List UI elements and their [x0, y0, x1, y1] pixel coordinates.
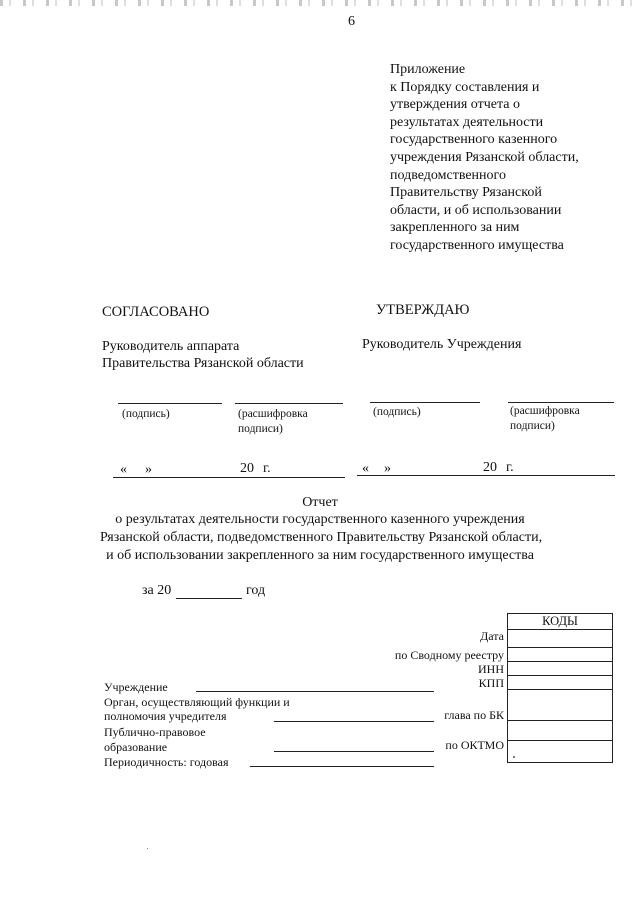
appendix-note — [390, 61, 630, 255]
approve-date-quote-close: » — [384, 461, 391, 476]
decode-label-line1: (расшифровка — [238, 408, 308, 420]
codes-cell-inn — [507, 661, 613, 675]
agreed-position-line1: Руководитель аппарата — [102, 339, 240, 354]
approve-decode-line — [508, 402, 614, 403]
report-title-line2: Рязанской области, подведомственного Правительству Рязанской области, — [100, 530, 543, 545]
field-public-entity-line — [274, 751, 434, 752]
codes-cell-oktmo — [507, 720, 613, 740]
appendix-line: закрепленного за ним — [390, 220, 520, 236]
field-public-entity-label-line2: образование — [104, 740, 168, 754]
appendix-line: утверждения отчета о — [390, 97, 520, 113]
appendix-line: к Порядку составления и — [390, 79, 540, 95]
codes-label-bk: глава по БК — [444, 708, 504, 722]
codes-label-oktmo: по ОКТМО — [445, 738, 504, 752]
appendix-line: результатах деятельности — [390, 114, 544, 130]
codes-header: КОДЫ — [507, 613, 613, 629]
agreed-signature-line — [118, 403, 222, 404]
appendix-line: государственного казенного — [390, 132, 558, 148]
codes-cell-date — [507, 629, 613, 647]
appendix-line: области, и об использовании — [390, 202, 562, 218]
agreed-heading: СОГЛАСОВАНО — [102, 304, 210, 320]
approve-decode-label — [510, 404, 580, 434]
field-periodicity-label: Периодичность: годовая — [104, 755, 229, 769]
approve-date-year: 20 — [483, 460, 497, 475]
agreed-date-quote-close: » — [145, 462, 152, 477]
agreed-position-line2: Правительства Рязанской области — [102, 356, 304, 371]
approve-date-line — [357, 475, 615, 476]
approve-position: Руководитель Учреждения — [362, 337, 522, 352]
approve-heading: УТВЕРЖДАЮ — [376, 302, 470, 318]
codes-table — [507, 613, 613, 763]
field-founder-label-line2: полномочия учредителя — [104, 709, 227, 723]
report-year-suffix: год — [246, 583, 266, 598]
scan-artifact-strip — [0, 0, 640, 6]
page-number: 6 — [348, 14, 355, 29]
approve-signature-line — [370, 402, 480, 403]
appendix-line: Правительству Рязанской — [390, 185, 542, 201]
codes-label-kpp: КПП — [478, 676, 504, 690]
approve-date-quote-open: « — [362, 461, 369, 476]
field-institution-label: Учреждение — [104, 680, 168, 694]
field-founder-label-line1: Орган, осуществляющий функции и — [104, 695, 290, 709]
field-founder-line — [274, 721, 434, 722]
decode-label-line2: подписи) — [510, 420, 555, 432]
agreed-signature-label: (подпись) — [122, 408, 170, 420]
agreed-date-year: 20 — [240, 461, 254, 476]
field-public-entity-label-line1: Публично-правовое — [104, 725, 206, 739]
codes-cell-period — [507, 740, 613, 763]
codes-cell-kpp — [507, 675, 613, 689]
report-title-line1: о результатах деятельности государственного казенного учреждения — [115, 512, 525, 527]
field-periodicity-line — [250, 766, 434, 767]
scan-speck — [147, 848, 148, 849]
appendix-line: Приложение — [390, 62, 466, 77]
appendix-line: подведомственного — [390, 167, 506, 183]
codes-label-registry: по Сводному реестру — [394, 648, 504, 662]
agreed-decode-label — [238, 407, 308, 437]
codes-label-inn: ИНН — [478, 662, 504, 676]
approve-signature-label: (подпись) — [373, 406, 421, 418]
agreed-date-line — [113, 477, 345, 478]
codes-cell-registry — [507, 647, 613, 661]
codes-cell-bk — [507, 689, 613, 720]
scan-speck — [513, 756, 515, 758]
agreed-decode-line — [235, 403, 343, 404]
appendix-line: государственного имущества — [390, 237, 564, 253]
agreed-date-suffix: г. — [263, 461, 271, 476]
field-institution-line — [196, 691, 434, 692]
decode-label-line2: подписи) — [238, 423, 283, 435]
decode-label-line1: (расшифровка — [510, 405, 580, 417]
report-year-prefix: за 20 — [142, 583, 172, 598]
report-year-line — [176, 598, 242, 599]
report-title-line3: и об использовании закрепленного за ним государственного имущества — [106, 548, 534, 563]
codes-label-date: Дата — [480, 629, 504, 643]
agreed-date-quote-open: « — [120, 462, 127, 477]
report-title: Отчет — [302, 495, 338, 510]
appendix-line: учреждения Рязанской области, — [390, 149, 579, 165]
approve-date-suffix: г. — [506, 460, 514, 475]
